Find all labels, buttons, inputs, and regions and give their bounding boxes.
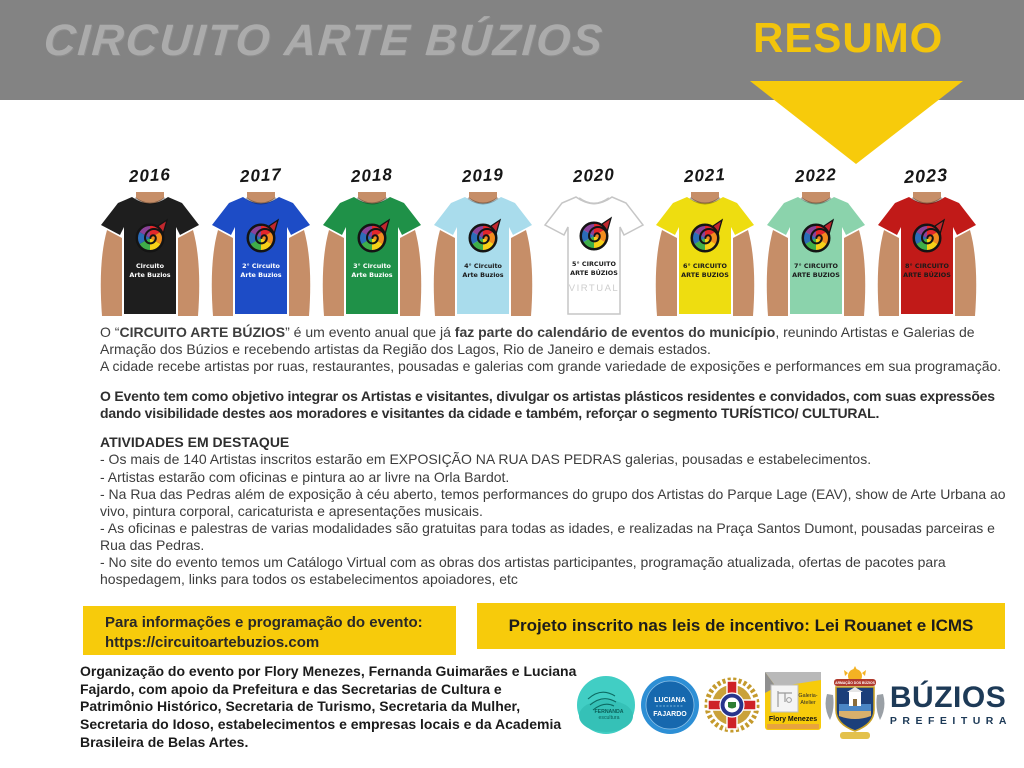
tshirt-graphic-2023	[874, 192, 980, 316]
tshirt-timeline	[94, 160, 982, 316]
shirt-2021	[649, 160, 760, 316]
galeria-logo-line2: Atelier	[800, 700, 816, 706]
shirt-2020-virtual	[538, 160, 649, 316]
logo-buzios-crest	[824, 666, 886, 744]
incentive-text: Projeto inscrito nas leis de incentivo: Lei Rouanet e ICMS	[508, 616, 974, 635]
info-box-label: Para informações e programação do evento:	[105, 614, 423, 631]
incentive-box	[477, 603, 1005, 649]
tee-text-line1: Circuito	[135, 262, 164, 270]
prefeitura-wordmark: BÚZIOS	[889, 681, 1007, 715]
tshirt-graphic-2016	[97, 192, 203, 316]
tee-text-line1: 2° Circuito	[241, 262, 280, 270]
year-label: 2020	[572, 164, 615, 187]
tee-text-line2: Arte Buzios	[350, 271, 393, 279]
prefeitura-subtitle: PREFEITURA	[889, 715, 1012, 728]
activity-item: - No site do evento temos um Catálogo Virtual com as obras dos artistas participantes, programação atualizada, ofertas de pacotes para hospedagem, links para todos os estabelecimentos apoiadores, etc	[100, 553, 946, 588]
logo-fernanda-escultura	[576, 675, 636, 735]
virtual-watermark: VIRTUAL	[568, 283, 619, 294]
tee-text-line1: 7° CIRCUITO	[793, 262, 838, 270]
objective-paragraph: O Evento tem como objetivo integrar os Artistas e visitantes, divulgar os artistas plásticos residentes e convidados, com suas expressões dando visibilidade destes aos moradores e visitantes da cidade e também, reforçar o segmento TURÍSTICO/ CULTURAL.	[100, 388, 995, 422]
tee-text-line2: Arte Buzios	[239, 271, 282, 279]
tee-text-line1: 4° Circuito	[463, 262, 502, 270]
shirt-2017	[205, 160, 316, 316]
tee-text-line2: Arte Buzios	[461, 271, 504, 279]
shirt-2019	[427, 160, 538, 316]
logo-galeria-atelier-flory-menezes	[765, 672, 821, 738]
info-box	[83, 606, 456, 655]
activity-item: - Na Rua das Pedras além de exposição à céu aberto, temos performances do grupo dos Artistas do Parque Lage (EAV), show de Arte Urbana ao vivo, pintura corporal, caricaturista e apresentações musicais.	[100, 485, 1006, 519]
luciana-logo-subtext: FAJARDO	[652, 711, 687, 718]
body-copy	[100, 324, 1006, 588]
shirt-2018	[316, 160, 427, 316]
galeria-logo-line1: Galeria-	[798, 693, 818, 699]
crest-banner-text: ARMAÇÃO DOS BÚZIOS	[835, 681, 876, 685]
tee-text-line2: ARTE BUZIOS	[680, 271, 729, 279]
tshirt-graphic-2020	[541, 192, 647, 316]
tee-text-line1: 6° CIRCUITO	[682, 262, 727, 270]
tee-text-line1: 5° CIRCUITO	[571, 260, 616, 268]
activity-item: - Os mais de 140 Artistas inscritos estarão em EXPOSIÇÃO NA RUA DAS PEDRAS galerias, pousadas e estabelecimentos.	[100, 451, 872, 468]
year-label: 2018	[350, 164, 393, 187]
luciana-logo-text: LUCIANA	[653, 697, 686, 704]
tshirt-graphic-2022	[763, 192, 869, 316]
year-label: 2021	[683, 164, 726, 187]
tee-text-line2: ARTE BÚZIOS	[569, 269, 618, 277]
resumo-badge: RESUMO	[753, 14, 944, 61]
info-box-url[interactable]: https://circuitoartebuzios.com	[105, 633, 320, 651]
year-label: 2023	[903, 164, 949, 187]
intro-paragraph: O “CIRCUITO ARTE BÚZIOS” é um evento anual que já faz parte do calendário de eventos do município, reunindo Artistas e Galerias de Armação dos Búzios e recebendo artistas da Região dos Lagos, Rio de Janeiro e demais estados.	[100, 324, 975, 358]
fernanda-logo-text: FERNANDA	[594, 709, 624, 715]
tee-text-line1: 3° Circuito	[352, 262, 391, 270]
tshirt-graphic-2019	[430, 192, 536, 316]
activities-list	[100, 451, 1006, 588]
year-label: 2017	[239, 164, 282, 187]
sponsor-logos-row	[576, 662, 1012, 748]
activity-item: - As oficinas e palestras de varias modalidades são gratuitas para todas as idades, e realizadas na Praça Santos Dumont, pousadas parceiras e Rua das Pedras.	[100, 519, 995, 553]
logo-luciana-fajardo	[640, 675, 700, 735]
organization-text: Organização do evento por Flory Menezes, Fernanda Guimarães e Luciana Fajardo, com apoio da Prefeitura e das Secretarias de Cultura e Patrimônio Histórico, Secretaria de Turismo, Secretaria da Mulher, Secretaria do Idoso, estabelecimentos e empresas locais e da Academia Brasileira de Belas Artes.	[80, 663, 577, 750]
resumo-arrow-icon	[750, 81, 963, 164]
year-label: 2019	[461, 164, 504, 187]
page-title: CIRCUITO ARTE BÚZIOS	[42, 16, 606, 65]
logo-buzios-prefeitura	[890, 683, 1012, 727]
intro-paragraph-continued: A cidade recebe artistas por ruas, restaurantes, pousadas e galerias com grande variedade de exposições e performances em sua programação.	[100, 358, 1002, 375]
tshirt-graphic-2017	[208, 192, 314, 316]
year-label: 2022	[794, 164, 837, 187]
activities-heading: ATIVIDADES EM DESTAQUE	[100, 434, 290, 451]
activity-item: - Artistas estarão com oficinas e pintura ao ar livre na Orla Bardot.	[100, 468, 510, 485]
tee-text-line1: 8° CIRCUITO	[904, 262, 949, 270]
shirt-2016	[94, 160, 205, 316]
tee-text-line2: Arte Buzios	[128, 271, 171, 279]
shirt-2023	[871, 160, 982, 316]
fernanda-logo-subtext: escultura	[598, 715, 620, 721]
tshirt-graphic-2021	[652, 192, 758, 316]
logo-academia-belas-artes-medal	[703, 673, 761, 737]
galeria-logo-name: Flory Menezes	[768, 716, 817, 723]
tshirt-graphic-2018	[319, 192, 425, 316]
tee-text-line2: ARTE BUZIOS	[791, 271, 840, 279]
year-label: 2016	[128, 164, 171, 187]
tee-text-line2: ARTE BÚZIOS	[902, 271, 951, 279]
shirt-2022	[760, 160, 871, 316]
